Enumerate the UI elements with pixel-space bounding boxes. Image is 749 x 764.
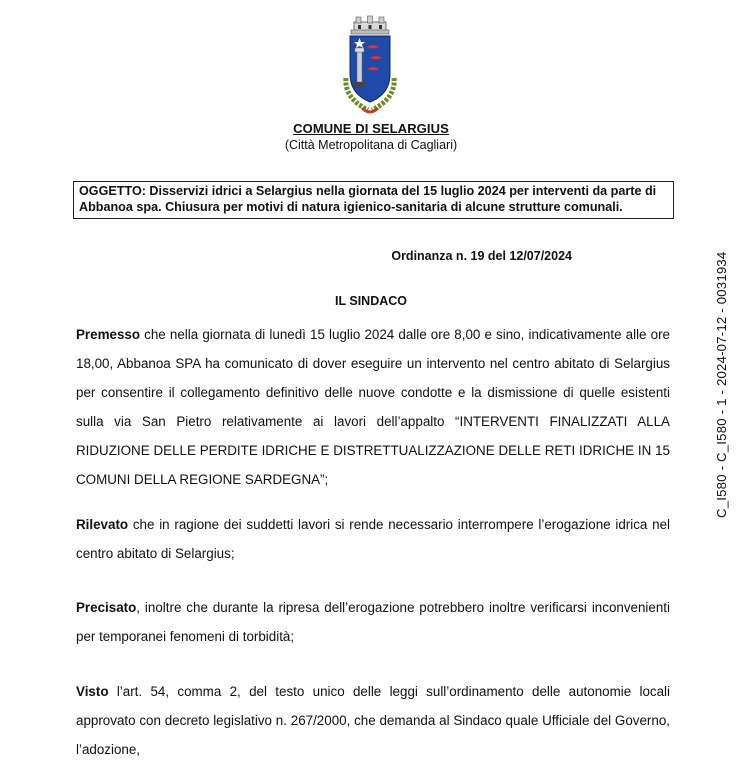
subject-box: OGGETTO: Disservizi idrici a Selargius nella giornata del 15 luglio 2024 per interventi da parte di Abbanoa spa. Chiusura per motivi di natura igienico-sanitaria di alcune strutture comunali.	[73, 181, 674, 219]
ordinance-number: Ordinanza n. 19 del 12/07/2024	[391, 249, 572, 263]
paragraph-text: che nella giornata di lunedì 15 luglio 2024 dalle ore 8,00 e sino, indicativamente alle ore 18,00, Abbanoa SPA ha comunicato di dover eseguire un intervento nel centro abitato di Selargius per consentire il collegamento definitivo delle nuove condotte e la dismissione di quelle esistenti sulla via San Pietro relativamente ai lavori dell’appalto “INTERVENTI FINALIZZATI ALLA RIDUZIONE DELLE PERDITE IDRICHE E DISTRETTUALIZZAZIONE DELLE RETI IDRICHE IN 15 COMUNI DELLA REGIONE SARDEGNA”;	[76, 327, 670, 487]
paragraph-lead: Premesso	[76, 327, 141, 342]
paragraph-premesso	[76, 320, 670, 494]
paragraph-text: che in ragione dei suddetti lavori si rende necessario interrompere l’erogazione idrica nel centro abitato di Selargius;	[76, 517, 670, 561]
paragraph-rilevato	[76, 510, 670, 568]
paragraph-visto	[76, 677, 670, 764]
municipal-coat-of-arms-icon	[334, 14, 406, 118]
section-title: IL SINDACO	[335, 294, 407, 308]
paragraph-lead: Rilevato	[76, 517, 129, 532]
municipality-name: COMUNE DI SELARGIUS	[293, 121, 449, 136]
paragraph-lead: Visto	[76, 684, 109, 699]
paragraph-lead: Precisato	[76, 600, 137, 615]
paragraph-text: , inoltre che durante la ripresa dell’erogazione potrebbero inoltre verificarsi inconvenienti per temporanei fenomeni di torbidità;	[76, 600, 670, 644]
municipality-region: (Città Metropolitana di Cagliari)	[284, 138, 458, 152]
paragraph-text: l’art. 54, comma 2, del testo unico delle leggi sull’ordinamento delle autonomie locali approvato con decreto legislativo n. 267/2000, che demanda al Sindaco quale Ufficiale del Governo, l’adozione,	[76, 684, 670, 757]
protocol-stamp: C_I580 - C_I580 - 1 - 2024-07-12 - 0031934	[714, 251, 729, 518]
paragraph-precisato	[76, 593, 670, 651]
